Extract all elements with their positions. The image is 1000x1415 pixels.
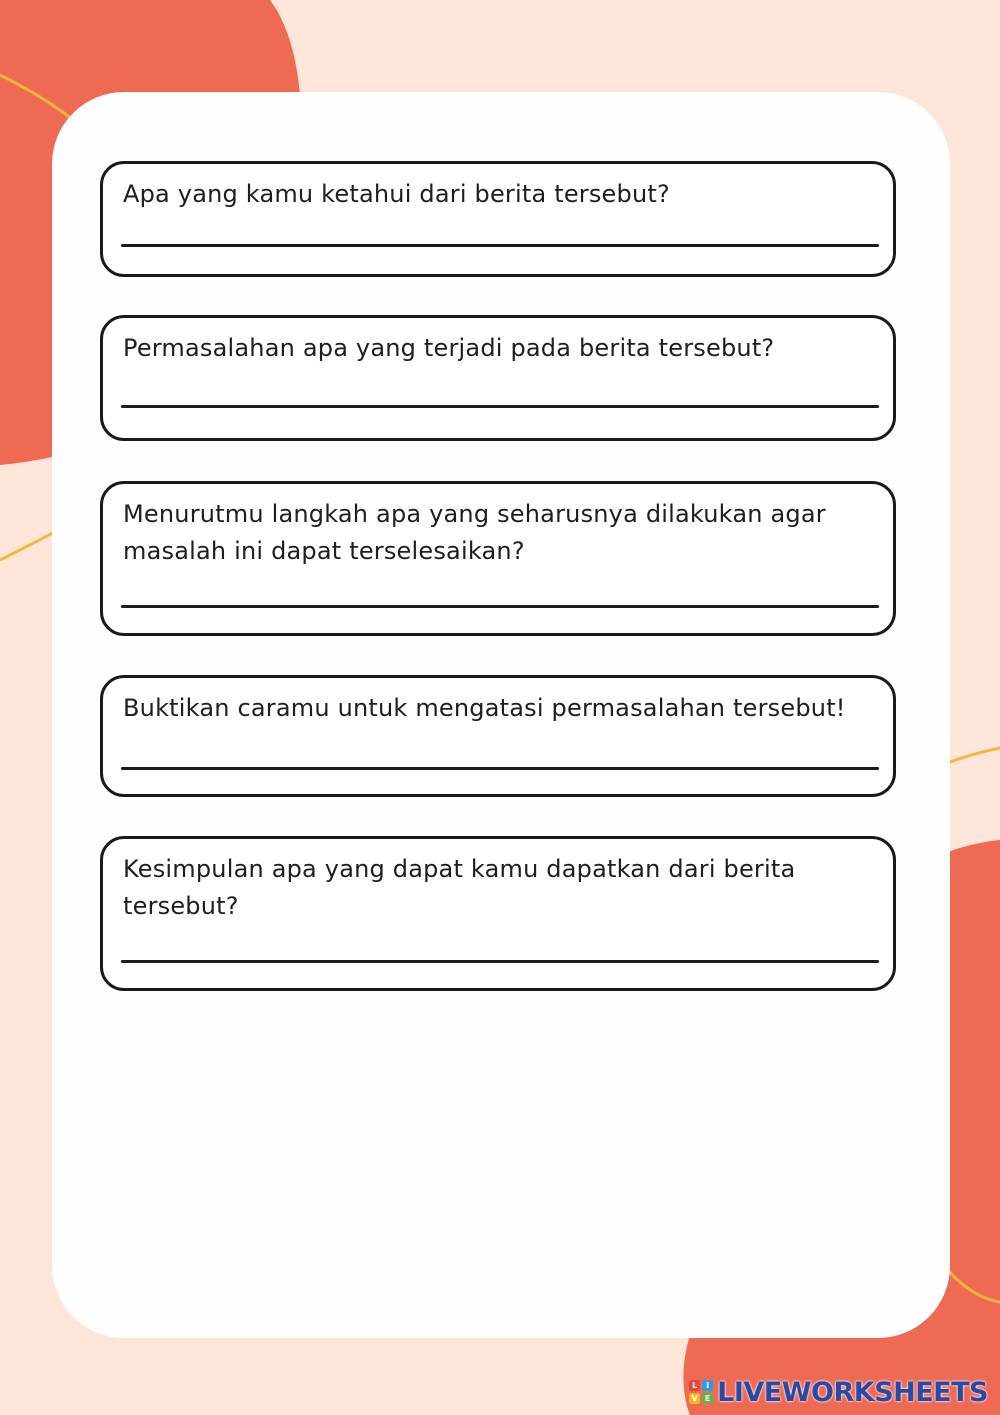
logo-letter: E bbox=[702, 1393, 713, 1404]
question-text: Kesimpulan apa yang dapat kamu dapatkan dari berita tersebut? bbox=[123, 855, 796, 920]
watermark-text: LIVEWORKSHEETS bbox=[717, 1376, 988, 1408]
question-box-5 bbox=[100, 836, 896, 991]
answer-input-3[interactable] bbox=[121, 569, 883, 605]
question-text: Menurutmu langkah apa yang seharusnya dilakukan agar masalah ini dapat terselesaikan? bbox=[123, 500, 826, 565]
answer-line bbox=[121, 960, 879, 963]
logo-letter: L bbox=[689, 1380, 700, 1391]
answer-input-1[interactable] bbox=[121, 208, 883, 244]
logo-letter: V bbox=[689, 1393, 700, 1404]
answer-line bbox=[121, 405, 879, 408]
logo-letter: I bbox=[702, 1380, 713, 1391]
liveworksheets-logo-icon bbox=[689, 1380, 713, 1404]
question-text: Buktikan caramu untuk mengatasi permasalahan tersebut! bbox=[123, 694, 846, 722]
answer-line bbox=[121, 244, 879, 247]
question-box-4 bbox=[100, 675, 896, 797]
answer-line bbox=[121, 605, 879, 608]
question-text: Apa yang kamu ketahui dari berita tersebut? bbox=[123, 180, 670, 208]
answer-input-2[interactable] bbox=[121, 369, 883, 405]
answer-line bbox=[121, 767, 879, 770]
question-box-1 bbox=[100, 161, 896, 277]
answer-input-5[interactable] bbox=[121, 924, 883, 960]
answer-input-4[interactable] bbox=[121, 731, 883, 767]
question-box-3 bbox=[100, 481, 896, 636]
question-text: Permasalahan apa yang terjadi pada berita tersebut? bbox=[123, 334, 775, 362]
right-curve bbox=[942, 748, 1000, 765]
question-box-2 bbox=[100, 315, 896, 441]
liveworksheets-watermark bbox=[689, 1374, 988, 1410]
left-curve bbox=[0, 530, 58, 560]
